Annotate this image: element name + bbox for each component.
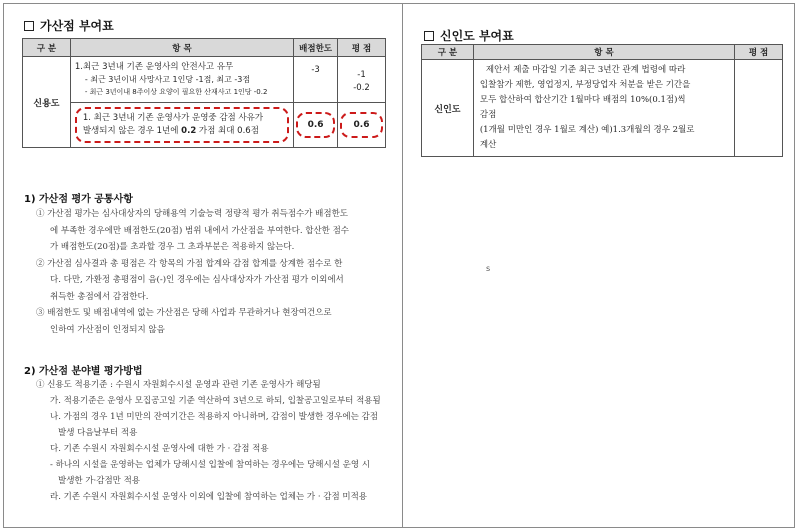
section2-line: 가. 적용기준은 운영사 모집공고일 기준 역산하여 3년으로 하되, 입찰공고일로부터 적용됨 — [50, 396, 381, 406]
section2-line: 발생 다음날부터 적용 — [58, 428, 138, 438]
section2-line: 라. 기존 수원시 자원회수시설 운영사 이외에 입찰에 참여하는 업체는 가 · 감점 미적용 — [50, 492, 368, 502]
table-row — [422, 60, 783, 157]
section2-heading: 2) 가산점 분야별 평가방법 — [24, 366, 143, 377]
row2-limit-cell — [294, 103, 338, 148]
header-score: 평 점 — [338, 39, 386, 57]
credibility-item-cell — [473, 60, 734, 157]
credibility-line: 제안서 제출 마감일 기준 최근 3년간 관계 법령에 따라 — [485, 65, 686, 75]
bonus-table — [22, 38, 386, 148]
credibility-line: 모두 합산하여 합산기간 1월마다 배점의 10%(0.1점)씩 — [479, 95, 686, 105]
page-divider — [402, 3, 403, 528]
left-title-text: 가산점 부여표 — [40, 19, 114, 33]
category-cell: 신용도 — [23, 57, 71, 148]
highlight-box — [75, 107, 289, 143]
row2-score: 0.6 — [340, 112, 383, 138]
section1-line: 취득한 총점에서 감점한다. — [50, 291, 149, 302]
header-category: 구 분 — [422, 45, 474, 60]
section1-line: ① 가산점 평가는 심사대상자의 당해용역 기술능력 정량적 평가 취득점수가 배점한도 — [36, 209, 348, 219]
row2-line: 1. 최근 3년내 기존 운영사가 운영중 감점 사유가 — [82, 113, 264, 123]
header-limit: 배점한도 — [294, 39, 338, 57]
section2-line: - 하나의 시설을 운영하는 업체가 당해시설 입찰에 참여하는 경우에는 당해시설 운영 시 — [50, 460, 370, 470]
section2-line: 발생한 가·감점만 적용 — [58, 476, 141, 486]
section2-body — [36, 377, 381, 505]
section1-body — [36, 206, 349, 338]
row1-score: -1 — [357, 69, 366, 80]
credibility-line: 계산 — [479, 140, 497, 150]
credibility-line: (1개월 미만인 경우 1월로 계산) 예)1.3개월의 경우 2월로 — [479, 125, 695, 135]
header-category: 구 분 — [23, 39, 71, 57]
left-section-title — [24, 17, 114, 34]
right-title-text: 신인도 부여표 — [440, 29, 514, 43]
row1-line: - 최근 3년이내 8주이상 요양이 필요한 산재사고 1인당 -0.2 — [84, 88, 268, 96]
row1-limit: -3 — [294, 57, 338, 103]
row1-line: - 최근 3년이내 사망사고 1인당 -1점, 최고 -3점 — [84, 75, 251, 84]
credibility-line: 입찰참가 제한, 영업정지, 부정당업자 처분을 받은 기간을 — [479, 80, 691, 90]
checkbox-icon — [424, 31, 434, 41]
header-item: 항 목 — [70, 39, 293, 57]
credibility-score-cell — [735, 60, 783, 157]
header-score: 평 점 — [735, 45, 783, 60]
table-row — [23, 103, 386, 148]
section1-line: 다. 다만, 가환정 총평점이 음(-)인 경우에는 심사대상자가 가산점 평가 이외에서 — [50, 275, 344, 285]
credibility-line: 감점 — [479, 110, 497, 120]
section2-line: 다. 기존 수원시 자원회수시설 운영사에 대한 가 · 감점 적용 — [50, 444, 269, 454]
row2-item-cell — [70, 103, 293, 148]
section1-line: 가 배점한도(20점)를 초과할 경우 그 초과부분은 적용하지 않는다. — [50, 242, 295, 252]
section1-line: ③ 배점한도 및 배점내역에 없는 가산점은 당해 사업과 무관하거나 현장여건으로 — [36, 308, 332, 318]
right-section-title — [424, 27, 514, 44]
row1-line: 1.최근 3년내 기존 운영사의 안전사고 유무 — [74, 62, 234, 72]
row1-score: -0.2 — [353, 82, 370, 93]
section1-line: 에 부족한 경우에만 배점한도(20점) 범위 내에서 가산점을 부여한다. 합산한 점수 — [50, 225, 350, 236]
row1-score-cell — [338, 57, 386, 103]
credibility-table-header — [422, 45, 783, 60]
stray-mark: s — [486, 264, 491, 273]
section1-line: 인하여 가산점이 인정되지 않음 — [50, 324, 165, 335]
row2-limit: 0.6 — [296, 112, 335, 138]
section2-line: ① 신용도 적용기준 : 수원시 자원회수시설 운영과 관련 기존 운영사가 해당됨 — [36, 380, 321, 390]
category-cell: 신인도 — [422, 60, 474, 157]
row2-line: 발생되지 않은 경우 1년에 0.2 가점 최대 0.6점 — [82, 126, 259, 136]
checkbox-icon — [24, 21, 34, 31]
section1-line: ② 가산점 심사결과 총 평점은 각 항목의 가점 합계와 감점 합계를 상계한 점수로 한 — [36, 258, 343, 269]
header-item: 항 목 — [473, 45, 734, 60]
bonus-table-header — [23, 39, 386, 57]
credibility-table — [421, 44, 783, 157]
row2-score-cell — [338, 103, 386, 148]
section2-line: 나. 가점의 경우 1년 미만의 잔여기간은 적용하지 아니하며, 감점이 발생한 경우에는 감점 — [50, 412, 378, 422]
table-row — [23, 57, 386, 103]
section1-heading: 1) 가산점 평가 공통사항 — [24, 194, 133, 205]
row1-item-cell — [70, 57, 293, 103]
